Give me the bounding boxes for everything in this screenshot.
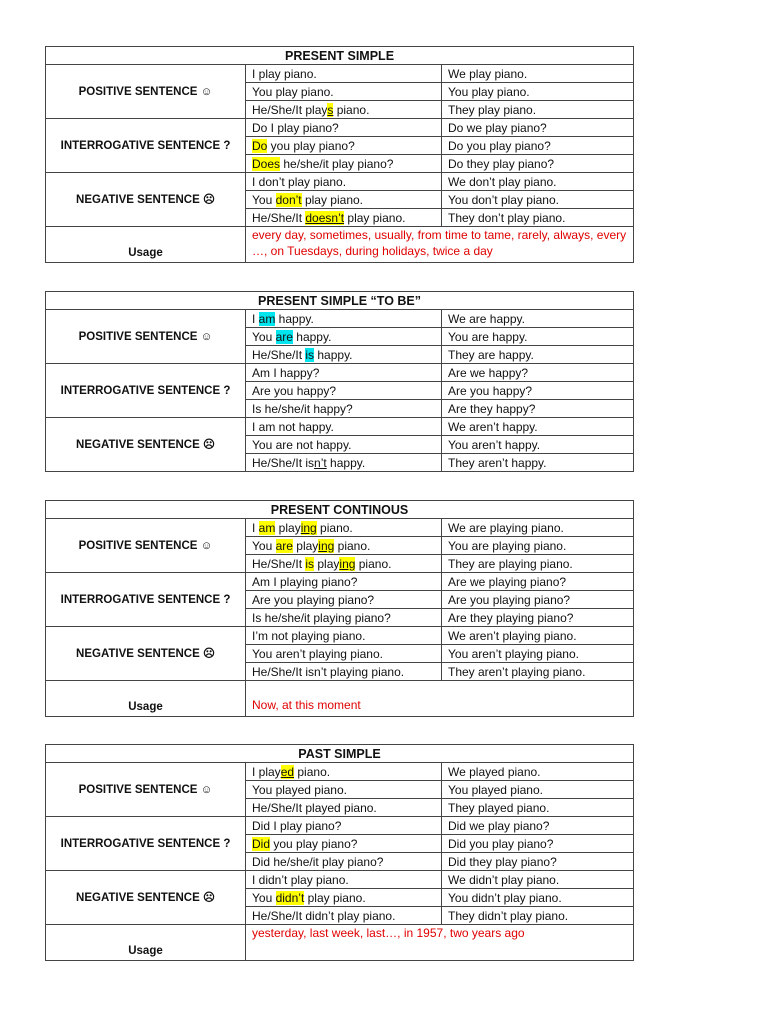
negative-label: NEGATIVE SENTENCE ☹ xyxy=(46,871,246,925)
present-continous-table xyxy=(45,500,634,717)
cell: Do you play piano? xyxy=(442,137,634,155)
cell: They aren’t happy. xyxy=(442,454,634,472)
cell: I don’t play piano. xyxy=(246,173,442,191)
cell: I am happy. xyxy=(246,310,442,328)
interrogative-label: INTERROGATIVE SENTENCE ? xyxy=(46,119,246,173)
cell: They play piano. xyxy=(442,101,634,119)
cell: Are they playing piano? xyxy=(442,609,634,627)
cell: We are happy. xyxy=(442,310,634,328)
cell: Is he/she/it happy? xyxy=(246,400,442,418)
cell: He/She/It is playing piano. xyxy=(246,555,442,573)
cell: I am not happy. xyxy=(246,418,442,436)
cell: Are they happy? xyxy=(442,400,634,418)
cell: He/She/It isn’t happy. xyxy=(246,454,442,472)
cell: We are playing piano. xyxy=(442,519,634,537)
cell: You played piano. xyxy=(246,781,442,799)
cell: I’m not playing piano. xyxy=(246,627,442,645)
cell: You didn’t play piano. xyxy=(246,889,442,907)
cell: Are you happy? xyxy=(442,382,634,400)
usage-label: Usage xyxy=(46,681,246,717)
cell: They didn’t play piano. xyxy=(442,907,634,925)
table-title: PRESENT SIMPLE xyxy=(46,47,634,65)
cell: We aren’t playing piano. xyxy=(442,627,634,645)
cell: Do we play piano? xyxy=(442,119,634,137)
present-simple-table xyxy=(45,46,634,263)
cell: I didn’t play piano. xyxy=(246,871,442,889)
cell: He/She/It didn’t play piano. xyxy=(246,907,442,925)
usage-label: Usage xyxy=(46,925,246,961)
cell: You are happy. xyxy=(442,328,634,346)
past-simple-table xyxy=(45,744,634,961)
cell: Did I play piano? xyxy=(246,817,442,835)
table-title: PAST SIMPLE xyxy=(46,745,634,763)
cell: They aren’t playing piano. xyxy=(442,663,634,681)
positive-label: POSITIVE SENTENCE ☺ xyxy=(46,519,246,573)
negative-label: NEGATIVE SENTENCE ☹ xyxy=(46,173,246,227)
cell: Do you play piano? xyxy=(246,137,442,155)
positive-label: POSITIVE SENTENCE ☺ xyxy=(46,65,246,119)
interrogative-label: INTERROGATIVE SENTENCE ? xyxy=(46,573,246,627)
cell: Am I playing piano? xyxy=(246,573,442,591)
cell: Did he/she/it play piano? xyxy=(246,853,442,871)
cell: We don’t play piano. xyxy=(442,173,634,191)
cell: We aren’t happy. xyxy=(442,418,634,436)
present-simple-to-be-table xyxy=(45,291,634,472)
cell: Are you playing piano? xyxy=(442,591,634,609)
cell: You are playing piano. xyxy=(246,537,442,555)
cell: Are we playing piano? xyxy=(442,573,634,591)
table-title: PRESENT SIMPLE “TO BE” xyxy=(46,292,634,310)
cell: You aren’t playing piano. xyxy=(246,645,442,663)
cell: I am playing piano. xyxy=(246,519,442,537)
cell: Am I happy? xyxy=(246,364,442,382)
usage-text: yesterday, last week, last…, in 1957, two years ago xyxy=(246,925,634,961)
cell: We played piano. xyxy=(442,763,634,781)
cell: I played piano. xyxy=(246,763,442,781)
cell: We play piano. xyxy=(442,65,634,83)
positive-label: POSITIVE SENTENCE ☺ xyxy=(46,763,246,817)
cell: You don’t play piano. xyxy=(246,191,442,209)
interrogative-label: INTERROGATIVE SENTENCE ? xyxy=(46,364,246,418)
cell: They played piano. xyxy=(442,799,634,817)
cell: You aren’t playing piano. xyxy=(442,645,634,663)
negative-label: NEGATIVE SENTENCE ☹ xyxy=(46,627,246,681)
cell: Is he/she/it playing piano? xyxy=(246,609,442,627)
cell: You are not happy. xyxy=(246,436,442,454)
cell: You are happy. xyxy=(246,328,442,346)
cell: Did we play piano? xyxy=(442,817,634,835)
cell: I play piano. xyxy=(246,65,442,83)
cell: We didn’t play piano. xyxy=(442,871,634,889)
cell: You play piano. xyxy=(442,83,634,101)
cell: Does he/she/it play piano? xyxy=(246,155,442,173)
cell: You don’t play piano. xyxy=(442,191,634,209)
positive-label: POSITIVE SENTENCE ☺ xyxy=(46,310,246,364)
cell: You play piano. xyxy=(246,83,442,101)
cell: You played piano. xyxy=(442,781,634,799)
usage-label: Usage xyxy=(46,227,246,263)
cell: He/She/It plays piano. xyxy=(246,101,442,119)
cell: They are playing piano. xyxy=(442,555,634,573)
cell: Do I play piano? xyxy=(246,119,442,137)
cell: He/She/It isn’t playing piano. xyxy=(246,663,442,681)
cell: They don’t play piano. xyxy=(442,209,634,227)
negative-label: NEGATIVE SENTENCE ☹ xyxy=(46,418,246,472)
cell: You aren’t happy. xyxy=(442,436,634,454)
cell: Did they play piano? xyxy=(442,853,634,871)
cell: Are you playing piano? xyxy=(246,591,442,609)
cell: They are happy. xyxy=(442,346,634,364)
table-title: PRESENT CONTINOUS xyxy=(46,501,634,519)
cell: Are we happy? xyxy=(442,364,634,382)
cell: You are playing piano. xyxy=(442,537,634,555)
usage-text: every day, sometimes, usually, from time to tame, rarely, always, every …, on Tuesdays, during holidays, twice a day xyxy=(246,227,634,263)
cell: He/She/It doesn’t play piano. xyxy=(246,209,442,227)
cell: He/She/It played piano. xyxy=(246,799,442,817)
cell: You didn’t play piano. xyxy=(442,889,634,907)
interrogative-label: INTERROGATIVE SENTENCE ? xyxy=(46,817,246,871)
cell: Are you happy? xyxy=(246,382,442,400)
cell: Did you play piano? xyxy=(442,835,634,853)
cell: Do they play piano? xyxy=(442,155,634,173)
cell: Did you play piano? xyxy=(246,835,442,853)
usage-text: Now, at this moment xyxy=(246,681,634,717)
cell: He/She/It is happy. xyxy=(246,346,442,364)
